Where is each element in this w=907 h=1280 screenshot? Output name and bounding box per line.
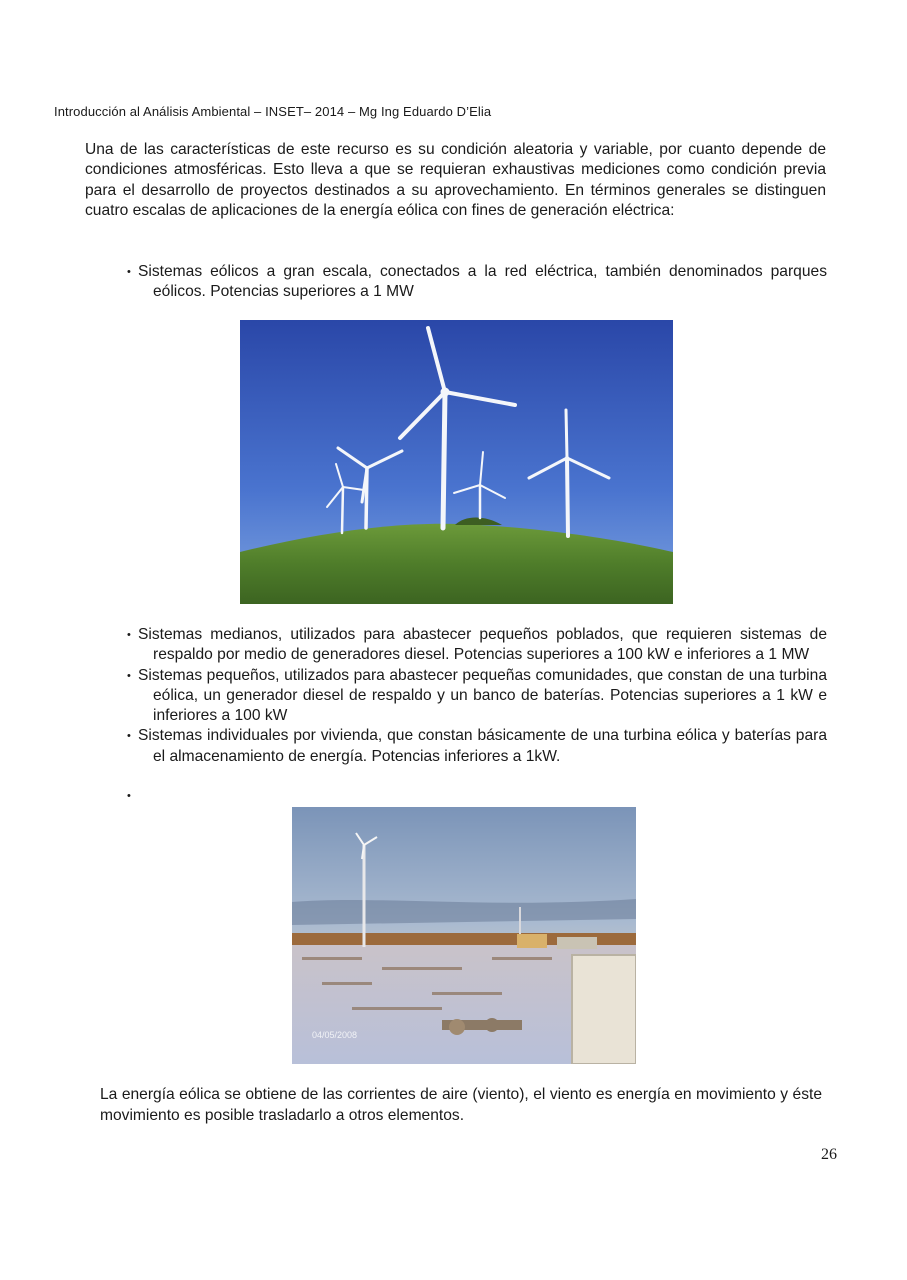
page-header: Introducción al Análisis Ambiental – INSET– 2014 – Mg Ing Eduardo D’Elia	[54, 104, 492, 119]
bullet-list-large-scale	[127, 262, 827, 303]
list-item-text: Sistemas individuales por vivienda, que constan básicamente de una turbina eólica y baterías para el almacenamiento de energía. Potencias inferiores a 1kW.	[138, 727, 827, 765]
snowy-site-turbine-photo	[292, 807, 636, 1064]
list-item-text: Sistemas pequeños, utilizados para abastecer pequeñas comunidades, que constan de una turbina eólica, un generador diesel de respaldo y un banco de baterías. Potencias superiores a 1 kW e inferiores a 100 kW	[138, 666, 827, 725]
date-stamp: 04/05/2008	[312, 1030, 358, 1040]
bullet-marker: •	[127, 730, 131, 743]
empty-bullet-marker: •	[127, 790, 131, 802]
bullet-list-smaller-scales	[127, 625, 827, 767]
bullet-marker: •	[127, 266, 131, 278]
bullet-marker: •	[127, 629, 131, 641]
list-item	[127, 726, 827, 767]
list-item	[127, 262, 827, 303]
list-item	[127, 625, 827, 666]
bullet-marker: •	[127, 669, 131, 682]
intro-paragraph: Una de las características de este recurso es su condición aleatoria y variable, por cuanto depende de condiciones atmosféricas. Esto lleva a que se requieran exhaustivas mediciones como condición previa para el desarrollo de proyectos destinados a su aprovechamiento. En términos generales se distinguen cuatro escalas de aplicaciones de la energía eólica con fines de generación eléctrica:	[85, 141, 826, 219]
page-number: 26	[821, 1146, 837, 1163]
list-item-text: Sistemas medianos, utilizados para abastecer pequeños poblados, que requieren sistemas de respaldo por medio de generadores diesel. Potencias superiores a 100 kW e inferiores a 1 MW	[138, 626, 827, 664]
closing-paragraph: La energía eólica se obtiene de las corrientes de aire (viento), el viento es energía en movimiento y éste movimiento es posible trasladarlo a otros elementos.	[100, 1086, 822, 1124]
wind-farm-photo	[240, 320, 673, 604]
list-item	[127, 666, 827, 727]
list-item-text: Sistemas eólicos a gran escala, conectados a la red eléctrica, también denominados parques eólicos. Potencias superiores a 1 MW	[138, 263, 827, 301]
